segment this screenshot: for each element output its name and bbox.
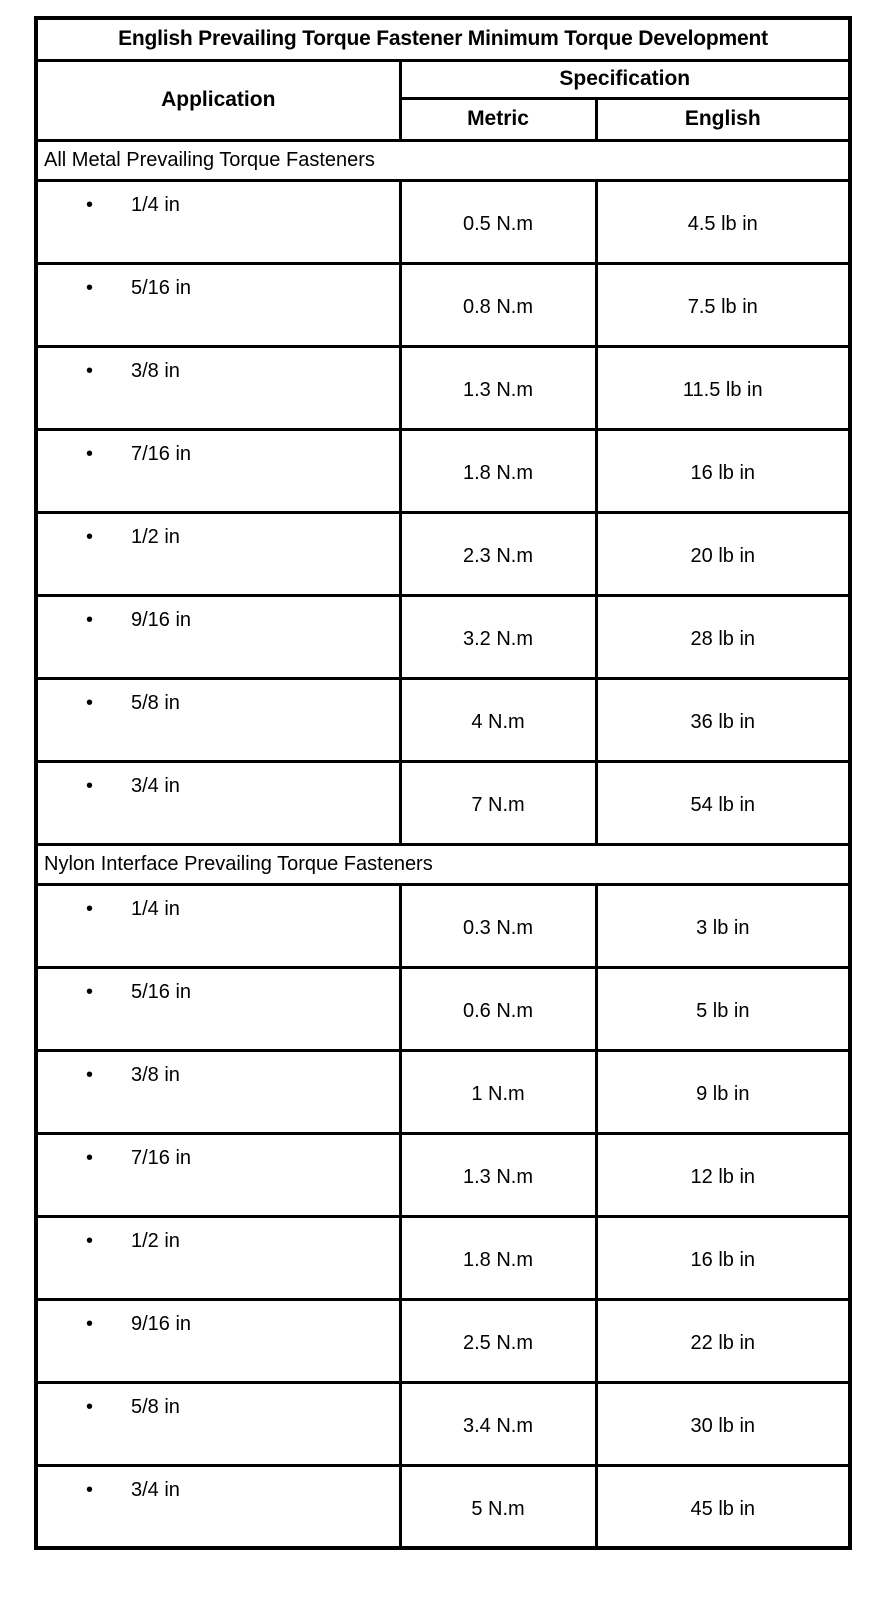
bullet-icon: •: [85, 897, 93, 920]
metric-value: 0.6 N.m: [400, 967, 596, 1050]
english-value: 16 lb in: [596, 429, 850, 512]
application-cell: [36, 346, 400, 429]
english-value: 3 lb in: [596, 884, 850, 967]
table-row: [36, 884, 850, 967]
table-row: [36, 967, 850, 1050]
fastener-size: 9/16 in: [131, 608, 192, 631]
application-header: Application: [36, 60, 400, 140]
metric-value: 1.3 N.m: [400, 346, 596, 429]
application-cell: [36, 884, 400, 967]
fastener-size: 3/4 in: [131, 1478, 180, 1501]
application-cell: [36, 678, 400, 761]
group-title: Nylon Interface Prevailing Torque Fasteners: [36, 844, 850, 884]
fastener-size: 5/16 in: [131, 980, 192, 1003]
application-cell: [36, 1465, 400, 1548]
fastener-size: 3/8 in: [131, 1063, 180, 1086]
table-row: [36, 263, 850, 346]
english-value: 12 lb in: [596, 1133, 850, 1216]
application-cell: [36, 1050, 400, 1133]
bullet-icon: •: [85, 1478, 93, 1501]
bullet-icon: •: [85, 525, 93, 548]
metric-value: 2.5 N.m: [400, 1299, 596, 1382]
table-row: [36, 1133, 850, 1216]
fastener-size: 7/16 in: [131, 442, 192, 465]
metric-value: 1 N.m: [400, 1050, 596, 1133]
english-value: 28 lb in: [596, 595, 850, 678]
bullet-icon: •: [85, 1395, 93, 1418]
fastener-size: 3/8 in: [131, 359, 180, 382]
english-value: 7.5 lb in: [596, 263, 850, 346]
table-row: [36, 346, 850, 429]
english-value: 54 lb in: [596, 761, 850, 844]
application-cell: [36, 595, 400, 678]
english-header: English: [596, 98, 850, 140]
bullet-icon: •: [85, 980, 93, 1003]
bullet-icon: •: [85, 691, 93, 714]
bullet-icon: •: [85, 1312, 93, 1335]
metric-value: 3.4 N.m: [400, 1382, 596, 1465]
table-row: [36, 429, 850, 512]
bullet-icon: •: [85, 359, 93, 382]
english-value: 5 lb in: [596, 967, 850, 1050]
bullet-icon: •: [85, 1063, 93, 1086]
specification-header: Specification: [400, 60, 850, 98]
bullet-icon: •: [85, 1229, 93, 1252]
application-cell: [36, 263, 400, 346]
table-row: [36, 678, 850, 761]
metric-value: 1.8 N.m: [400, 429, 596, 512]
application-cell: [36, 1299, 400, 1382]
english-value: 20 lb in: [596, 512, 850, 595]
title-row: [36, 18, 850, 60]
table-row: [36, 512, 850, 595]
fastener-size: 1/4 in: [131, 897, 180, 920]
fastener-size: 5/16 in: [131, 276, 192, 299]
application-cell: [36, 967, 400, 1050]
fastener-size: 1/4 in: [131, 193, 180, 216]
group-title: All Metal Prevailing Torque Fasteners: [36, 140, 850, 180]
metric-value: 7 N.m: [400, 761, 596, 844]
table-row: [36, 761, 850, 844]
application-cell: [36, 512, 400, 595]
application-cell: [36, 1382, 400, 1465]
table-body: [36, 140, 850, 1548]
table-row: [36, 595, 850, 678]
group-row: [36, 140, 850, 180]
table-row: [36, 1216, 850, 1299]
application-cell: [36, 1216, 400, 1299]
table-title: English Prevailing Torque Fastener Minimum Torque Development: [36, 18, 850, 60]
metric-value: 1.3 N.m: [400, 1133, 596, 1216]
bullet-icon: •: [85, 774, 93, 797]
metric-value: 0.5 N.m: [400, 180, 596, 263]
fastener-size: 3/4 in: [131, 774, 180, 797]
group-row: [36, 844, 850, 884]
english-value: 4.5 lb in: [596, 180, 850, 263]
english-value: 9 lb in: [596, 1050, 850, 1133]
metric-value: 0.3 N.m: [400, 884, 596, 967]
metric-value: 4 N.m: [400, 678, 596, 761]
metric-value: 3.2 N.m: [400, 595, 596, 678]
english-value: 36 lb in: [596, 678, 850, 761]
fastener-size: 7/16 in: [131, 1146, 192, 1169]
fastener-size: 1/2 in: [131, 1229, 180, 1252]
english-value: 11.5 lb in: [596, 346, 850, 429]
application-cell: [36, 429, 400, 512]
english-value: 22 lb in: [596, 1299, 850, 1382]
metric-value: 0.8 N.m: [400, 263, 596, 346]
table-row: [36, 1050, 850, 1133]
metric-header: Metric: [400, 98, 596, 140]
fastener-size: 1/2 in: [131, 525, 180, 548]
table-row: [36, 1299, 850, 1382]
metric-value: 2.3 N.m: [400, 512, 596, 595]
header-row-1: [36, 60, 850, 98]
metric-value: 5 N.m: [400, 1465, 596, 1548]
fastener-size: 9/16 in: [131, 1312, 192, 1335]
torque-spec-table: [34, 16, 852, 1550]
metric-value: 1.8 N.m: [400, 1216, 596, 1299]
table-row: [36, 1465, 850, 1548]
bullet-icon: •: [85, 608, 93, 631]
application-cell: [36, 761, 400, 844]
english-value: 30 lb in: [596, 1382, 850, 1465]
bullet-icon: •: [85, 1146, 93, 1169]
bullet-icon: •: [85, 193, 93, 216]
table-row: [36, 1382, 850, 1465]
fastener-size: 5/8 in: [131, 691, 180, 714]
bullet-icon: •: [85, 276, 93, 299]
english-value: 45 lb in: [596, 1465, 850, 1548]
bullet-icon: •: [85, 442, 93, 465]
english-value: 16 lb in: [596, 1216, 850, 1299]
application-cell: [36, 1133, 400, 1216]
table-row: [36, 180, 850, 263]
fastener-size: 5/8 in: [131, 1395, 180, 1418]
application-cell: [36, 180, 400, 263]
